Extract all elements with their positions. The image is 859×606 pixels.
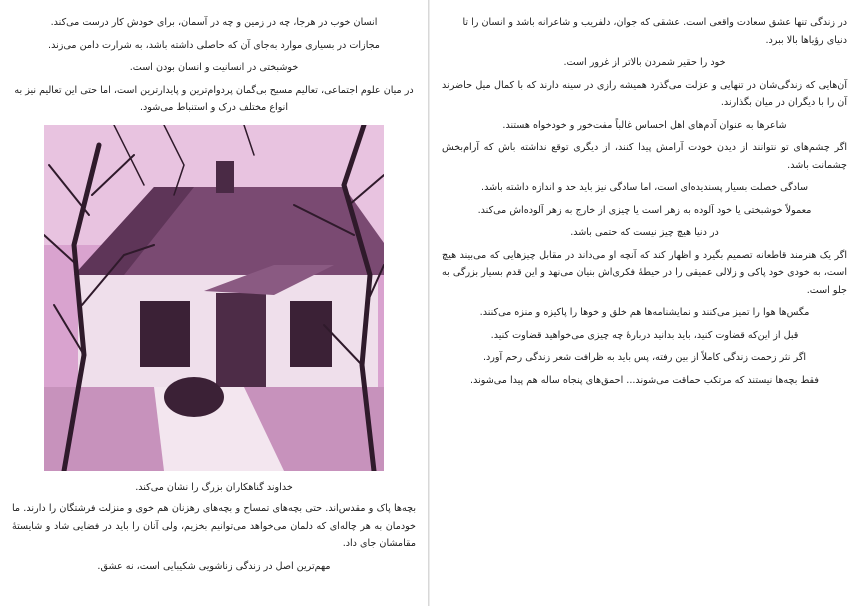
quote-artist: اگر یک هنرمند قاطعانه تصمیم بگیرد و اظهار کند که آنچه او می‌داند در مقابل چیزهایی که می‌بیند هیچ است، به خودی خود پاکی و زلالی عمیقی را در حیطهٔ فکری‌اش بنیان می‌نهد و این قدم بسیار بزرگی به جلو است. [442, 249, 847, 296]
quote-simplicity: سادگی خصلت بسیار پسندیده‌ای است، اما سادگی نیز باید حد و اندازه داشته باشد. [481, 182, 808, 193]
quote-humility: خود را حقیر شمردن بالاتر از غرور است. [563, 57, 726, 68]
quote-nothing-certain: در دنیا هیچ چیز نیست که حتمی باشد. [570, 227, 719, 238]
quote-love: در زندگی تنها عشق سعادت واقعی است. عشقی که جوان، دلفریب و شاعرانه باشد و انسان را تا دنیای رؤیاها بالا ببرد. [462, 17, 847, 46]
quote-flies: مگس‌ها هوا را تمیز می‌کنند و نمایشنامه‌ها هم خلق و خوها را پاکیزه و منزه می‌کنند. [479, 307, 810, 318]
quote-prose-poetry: اگر نثر زحمت زندگی کاملاً از بین رفته، پس باید به ظرافت شعر زندگی رحم آورد. [482, 352, 807, 363]
quote-judgement: قبل از این‌که قضاوت کنید، باید بدانید دربارهٔ چه چیزی می‌خواهید قضاوت کنید. [490, 329, 799, 341]
quote-solitude: آن‌هایی که زندگی‌شان در تنهایی و عزلت می‌گذرد همیشه رازی در سینه دارند که با کمال میل حاضرند آن را با دیگران در میان بگذارند. [442, 79, 847, 108]
house-photo [44, 125, 384, 471]
quote-happiness: خوشبختی در انسانیت و انسان بودن است. [129, 62, 299, 73]
photo-caption: خداوند گناهکاران بزرگ را نشان می‌کند. [135, 481, 293, 493]
left-page [0, 0, 428, 606]
quote-poisoned-happiness: معمولاً خوشبختی یا خود آلوده به زهر است یا چیزی از خارج به زهر آلوده‌اش می‌کند. [477, 204, 812, 216]
quote-teachings: در میان علوم اجتماعی، تعالیم مسیح بی‌گمان پردوام‌ترین و پایدارترین است، اما حتی این تعالیم نیز به انواع مختلف درک و استنباط می‌شود. [14, 84, 414, 113]
quote-folly: فقط بچه‌ها نیستند که مرتکب حماقت می‌شوند... احمق‌های پنجاه ساله هم پیدا می‌شوند. [470, 374, 819, 386]
quote-good-person: انسان خوب در هرجا، چه در زمین و چه در آسمان، برای خودش کار درست می‌کند. [50, 17, 378, 28]
quote-marriage: مهم‌ترین اصل در زندگی زناشویی شکیبایی است، نه عشق. [97, 560, 331, 572]
right-page [430, 0, 859, 606]
quote-punishment: مجازات در بسیاری موارد به‌جای آن که حاصلی داشته باشد، به شرارت دامن می‌زند. [48, 39, 380, 51]
quote-eyes: اگر چشم‌های تو نتوانند از دیدن خودت آرامش پیدا کنند، از دیگری توقع نداشته باش که آرام‌بخش چشمانت باشد. [442, 142, 847, 171]
quote-children: بچه‌ها پاک و مقدس‌اند. حتی بچه‌های تمساح و بچه‌های رهزنان هم خوی و منزلت فرشتگان را دارند. ما خودمان به هر چاله‌ای که دلمان می‌خواهد می‌توانیم بخزیم، ولی آنان را باید در فضایی شاد و شایستهٔ مقامشان جای داد. [12, 503, 416, 549]
quote-poets: شاعرها به عنوان آدم‌های اهل احساس غالباً مفت‌خور و خودخواه هستند. [502, 119, 787, 131]
